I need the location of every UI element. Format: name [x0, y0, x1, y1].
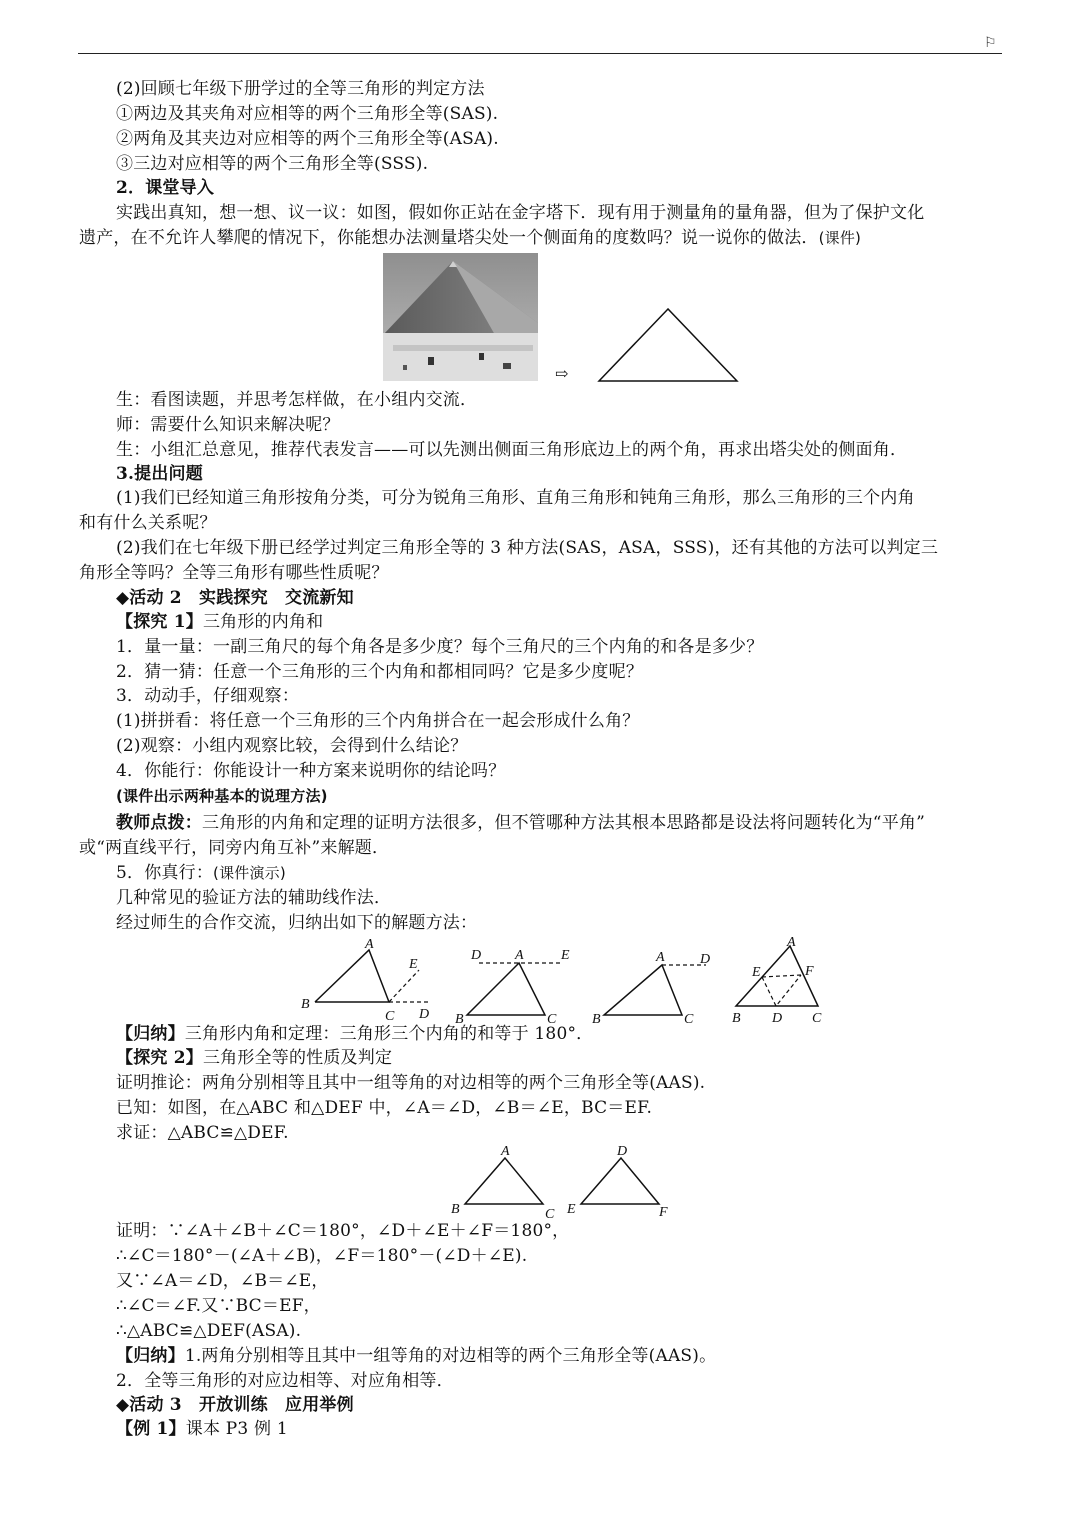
- item-5: [0, 861, 1080, 885]
- tri2-label-F: F: [659, 1205, 668, 1220]
- review-sas: ①两边及其夹角对应相等的两个三角形全等(SAS).: [116, 104, 499, 124]
- tri2-label-E: E: [567, 1202, 576, 1217]
- intro-heading: 2．课堂导入: [116, 178, 215, 198]
- summary1-line: [0, 1022, 1080, 1046]
- flag-icon: ⚐: [984, 35, 997, 51]
- congruent-triangles-figure: [445, 1140, 680, 1222]
- side-triangle-figure: [595, 305, 743, 385]
- teacher-tip-line1: [0, 811, 1080, 835]
- summary1-label: 【归纳】: [116, 1024, 185, 1044]
- fig4-label-C: C: [812, 1011, 822, 1026]
- intro-paragraph-line1: 实践出真知，想一想、议一议：如图，假如你正站在金字塔下．现有用于测量角的量角器，但为了保护文化: [116, 203, 925, 223]
- fig1-label-B: B: [301, 997, 310, 1012]
- review-sss: ③三边对应相等的两个三角形全等(SSS).: [116, 154, 429, 174]
- summary2-item2: 2．全等三角形的对应边相等、对应角相等．: [116, 1371, 454, 1391]
- proof-line-1: 证明：∵∠A＋∠B＋∠C＝180°，∠D＋∠E＋∠F＝180°，: [116, 1221, 570, 1241]
- demo-tag: (课件演示): [213, 864, 286, 882]
- activity2-heading: ◆活动 2 实践探究 交流新知: [116, 588, 354, 608]
- intro-paragraph-text: 遗产，在不允许人攀爬的情况下，你能想办法测量塔尖处一个侧面角的度数吗？说一说你的做法．: [79, 228, 819, 248]
- auxiliary-figure-1: [295, 936, 440, 1026]
- example1-line: [0, 1417, 1080, 1441]
- example1-label: 【例 1】: [116, 1419, 186, 1439]
- auxiliary-figure-2: [455, 941, 573, 1026]
- question1-line1: (1)我们已经知道三角形按角分类，可分为锐角三角形、直角三角形和钝角三角形，那么三角形的三个内角: [116, 488, 915, 508]
- aas-claim: 证明推论：两角分别相等且其中一组等角的对边相等的两个三角形全等(AAS).: [116, 1073, 706, 1093]
- proof-line-2: ∴∠C＝180°－(∠A＋∠B)，∠F＝180°－(∠D＋∠E).: [116, 1246, 528, 1266]
- student-line-1: 生：看图读题，并思考怎样做，在小组内交流．: [116, 390, 478, 410]
- item-4: 4．你能行：你能设计一种方案来说明你的结论吗？: [116, 761, 506, 781]
- teacher-tip-line2: 或“两直线平行，同旁内角互补”来解题．: [79, 838, 390, 858]
- given-statement: 已知：如图，在△ABC 和△DEF 中，∠A＝∠D，∠B＝∠E，BC＝EF.: [116, 1098, 653, 1118]
- activity3-heading: ◆活动 3 开放训练 应用举例: [116, 1395, 354, 1415]
- auxiliary-line-note: 几种常见的验证方法的辅助线作法．: [116, 888, 392, 908]
- item-1: 1．量一量：一副三角尺的每个角各是多少度？每个三角尺的三个内角的和各是多少？: [116, 637, 764, 657]
- item-3: 3．动动手，仔细观察：: [116, 686, 300, 706]
- item-2: 2．猜一猜：任意一个三角形的三个内角和都相同吗？它是多少度呢？: [116, 662, 644, 682]
- explore2-title: 三角形全等的性质及判定: [202, 1048, 393, 1068]
- student-line-2: 生：小组汇总意见，推荐代表发言——可以先测出侧面三角形底边上的两个角，再求出塔尖处的侧面角．: [116, 440, 908, 460]
- summary2-line: [0, 1344, 1080, 1368]
- intro-paragraph-line2: [0, 226, 1080, 250]
- fig3-label-A: A: [656, 950, 665, 965]
- summary1-text: 三角形内角和定理：三角形三个内角的和等于 180°．: [184, 1024, 594, 1044]
- tri1-label-C: C: [545, 1207, 555, 1222]
- explore2-line: [0, 1046, 1080, 1070]
- fig4-label-A: A: [787, 935, 796, 950]
- review-title: (2)回顾七年级下册学过的全等三角形的判定方法: [116, 79, 485, 99]
- fig4-label-F: F: [805, 964, 814, 979]
- proof-line-3: 又∵∠A＝∠D，∠B＝∠E，: [116, 1271, 329, 1291]
- example1-text: 课本 P3 例 1: [185, 1419, 288, 1439]
- item-3a: (1)拼拼看：将任意一个三角形的三个内角拼合在一起会形成什么角？: [116, 711, 640, 731]
- summary2-text: 1.两角分别相等且其中一组等角的对边相等的两个三角形全等(AAS)。: [184, 1346, 717, 1366]
- fig4-label-D: D: [772, 1011, 783, 1026]
- teacher-line-1: 师：需要什么知识来解决呢？: [116, 415, 340, 435]
- arrow-icon: ⇨: [555, 364, 569, 383]
- review-asa: ②两角及其夹边对应相等的两个三角形全等(ASA).: [116, 129, 499, 149]
- item-5-text: 5．你真行：: [116, 863, 214, 883]
- tri1-label-A: A: [501, 1144, 510, 1159]
- fig3-label-B: B: [592, 1012, 601, 1026]
- fig1-label-D: D: [419, 1007, 430, 1022]
- header-rule: [78, 53, 1002, 54]
- explore2-label: 【探究 2】: [116, 1048, 203, 1068]
- courseware-tag: (课件): [818, 229, 862, 247]
- explore1-title: 三角形的内角和: [202, 612, 324, 632]
- fig2-label-E: E: [561, 948, 570, 963]
- fig3-label-C: C: [684, 1012, 694, 1026]
- teacher-tip-label: 教师点拨：: [116, 813, 202, 833]
- tri1-label-B: B: [451, 1202, 460, 1217]
- prove-statement: 求证：△ABC≌△DEF.: [116, 1123, 289, 1143]
- question2-line1: (2)我们在七年级下册已经学过判定三角形全等的 3 种方法(SAS，ASA，SSS)，还有其他的方法可以判定三: [116, 538, 939, 558]
- item-3b: (2)观察：小组内观察比较，会得到什么结论？: [116, 736, 468, 756]
- proof-line-5: ∴△ABC≌△DEF(ASA).: [116, 1321, 302, 1341]
- proof-line-4: ∴∠C＝∠F.又∵BC＝EF，: [116, 1296, 321, 1316]
- auxiliary-figure-3: [590, 941, 720, 1026]
- fig1-label-E: E: [409, 957, 418, 972]
- fig4-label-B: B: [732, 1011, 741, 1026]
- pyramid-photo: [383, 253, 538, 381]
- fig2-label-C: C: [547, 1012, 557, 1026]
- questions-heading: 3.提出问题: [116, 464, 203, 484]
- fig2-label-D: D: [471, 948, 482, 963]
- auxiliary-figure-4: [728, 934, 828, 1026]
- fig4-label-E: E: [752, 965, 761, 980]
- item-4-note: (课件出示两种基本的说理方法): [116, 787, 328, 805]
- fig1-label-C: C: [385, 1009, 395, 1024]
- fig2-label-B: B: [455, 1012, 464, 1026]
- tri2-label-D: D: [617, 1144, 628, 1159]
- teacher-tip-text: 三角形的内角和定理的证明方法很多，但不管哪种方法其根本思路都是设法将问题转化为“平角”: [202, 813, 925, 833]
- summary-intro: 经过师生的合作交流，归纳出如下的解题方法：: [116, 913, 478, 933]
- question1-line2: 和有什么关系呢？: [79, 513, 217, 533]
- fig2-label-A: A: [515, 948, 524, 963]
- fig3-label-D: D: [700, 952, 711, 967]
- explore1-label: 【探究 1】: [116, 612, 203, 632]
- explore1-line: [0, 610, 1080, 634]
- question2-line2: 角形全等吗？全等三角形有哪些性质呢？: [79, 563, 389, 583]
- fig1-label-A: A: [365, 937, 374, 952]
- summary2-label: 【归纳】: [116, 1346, 185, 1366]
